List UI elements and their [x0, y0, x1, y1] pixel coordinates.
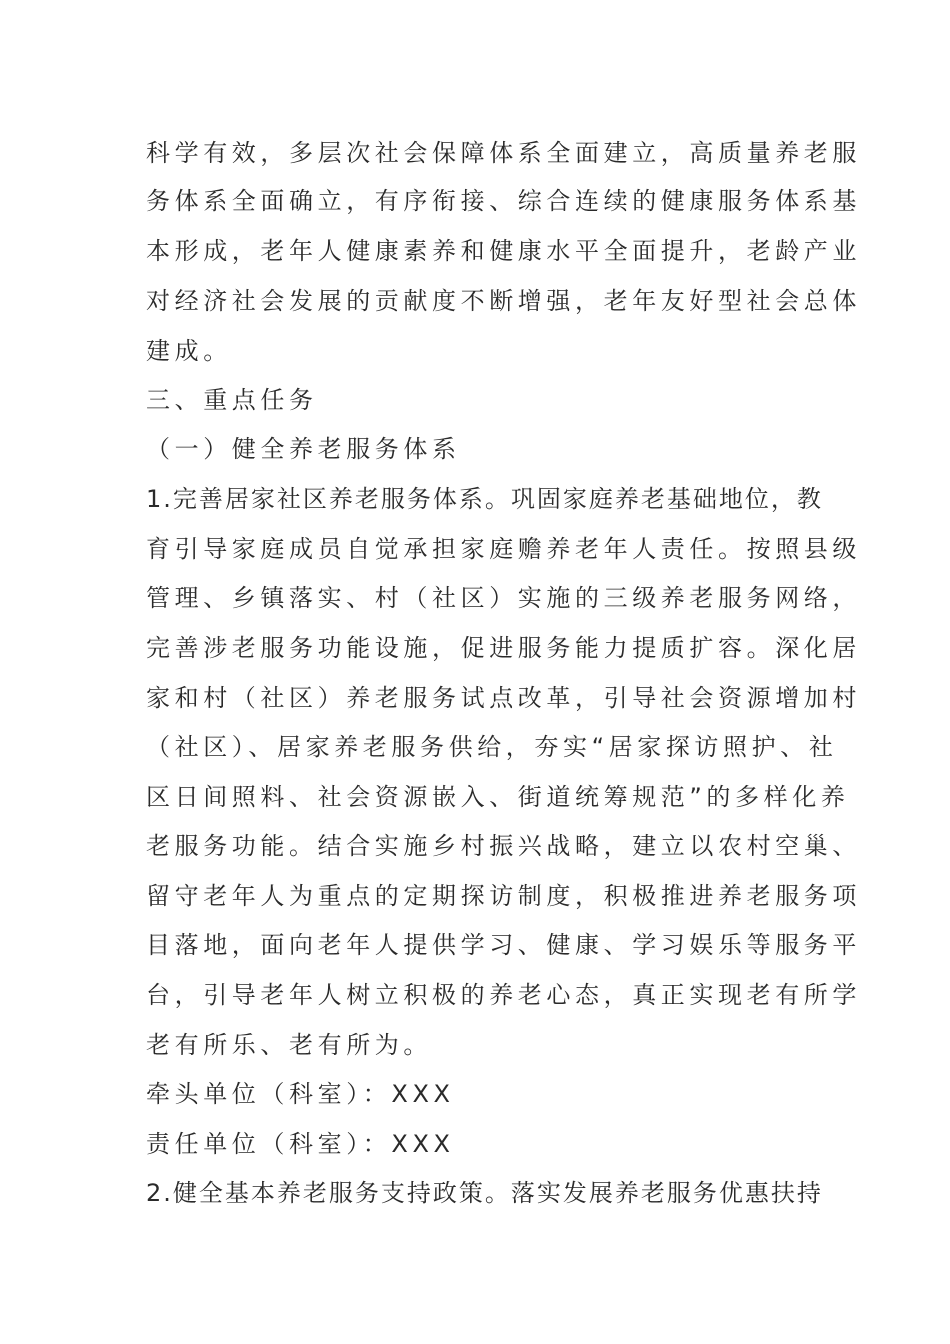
paragraph-line: 区日间照料、社会资源嵌入、街道统筹规范”的多样化养 — [146, 783, 850, 811]
paragraph-line: 台，引导老年人树立积极的养老心态，真正实现老有所学 — [146, 981, 861, 1009]
paragraph-line: （社区）、居家养老服务供给，夯实“居家探访照护、社 — [146, 733, 838, 761]
paragraph-line: 2.健全基本养老服务支持政策。落实发展养老服务优惠扶持 — [146, 1179, 823, 1207]
paragraph-line: 留守老年人为重点的定期探访制度，积极推进养老服务项 — [146, 882, 861, 910]
section-heading: 三、重点任务 — [146, 386, 318, 414]
paragraph-line: 老有所乐、老有所为。 — [146, 1031, 432, 1059]
responsible-unit-line: 责任单位（科室）：XXX — [146, 1130, 455, 1158]
paragraph-line: 育引导家庭成员自觉承担家庭赡养老年人责任。按照县级 — [146, 535, 861, 563]
paragraph-line: 老服务功能。结合实施乡村振兴战略，建立以农村空巢、 — [146, 832, 861, 860]
paragraph-line: 本形成，老年人健康素养和健康水平全面提升，老龄产业 — [146, 237, 861, 265]
lead-unit-line: 牵头单位（科室）：XXX — [146, 1080, 455, 1108]
paragraph-line: 对经济社会发展的贡献度不断增强，老年友好型社会总体 — [146, 287, 861, 315]
paragraph-line: 家和村（社区）养老服务试点改革，引导社会资源增加村 — [146, 684, 861, 712]
paragraph-line: 1.完善居家社区养老服务体系。巩固家庭养老基础地位，教 — [146, 485, 823, 513]
paragraph-line: 完善涉老服务功能设施，促进服务能力提质扩容。深化居 — [146, 634, 861, 662]
paragraph-line: 目落地，面向老年人提供学习、健康、学习娱乐等服务平 — [146, 931, 861, 959]
paragraph-line: 务体系全面确立，有序衔接、综合连续的健康服务体系基 — [146, 187, 861, 215]
paragraph-line: 建成。 — [146, 337, 232, 365]
paragraph-line: 管理、乡镇落实、村（社区）实施的三级养老服务网络， — [146, 584, 861, 612]
paragraph-line: 科学有效，多层次社会保障体系全面建立，高质量养老服 — [146, 139, 861, 167]
subsection-heading: （一）健全养老服务体系 — [146, 435, 461, 463]
